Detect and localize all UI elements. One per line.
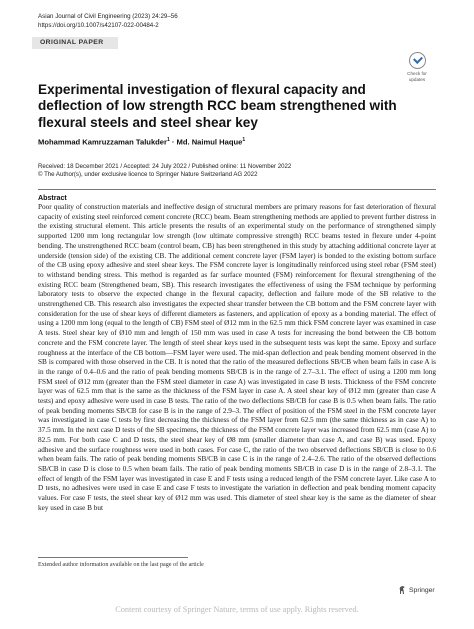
author-info-footnote: Extended author information available on the last page of the article (38, 562, 204, 568)
footnote-divider (38, 557, 188, 558)
date-history: Received: 18 December 2021 / Accepted: 24 July 2022 / Published online: 11 November 2022 (38, 163, 292, 170)
journal-header (38, 12, 178, 30)
publisher-name: Springer (409, 586, 435, 594)
journal-citation: Asian Journal of Civil Engineering (2023) 24:29–56 (38, 13, 178, 20)
abstract-text: Poor quality of construction materials and ineffective design of structural members are primary reasons for fast deterioration of flexural capacity of existing steel reinforced cement concrete (RCC) beam. Beam strengthening methods are applied to prevent further distress in the existing structural element. This article presents the results of an experimental study on the performance of strengthened simply supported 1200 mm long rectangular low strength (low ultimate compressive strength) RCC beams tested in flexure under 4-point bending. The unstrengthened RCC beam (control beam, CB) has been strengthened in this study by attaching additional concrete layer at underside (tension side) of the existing CB. The additional cement concrete layer (FSM layer) is bonded to the existing bottom surface of the CB using epoxy adhesive and steel shear keys. The FSM concrete layer is longitudinally reinforced using steel rebar (FSM steel) to withstand bending stress. This method is regarded as far surface mounted (FSM) reinforcement for flexural strengthening of the existing RCC beam (Strengthened beam, SB). This research investigates the effectiveness of using the FSM technique by performing laboratory tests to observe the expected change in the flexural capacity, deflection and failure mode of the SB relative to the unstrengthened CB. This research also investigates the expected shear transfer between the CB bottom and the FSM concrete layer with consideration for the use of shear keys of different diameters as fasteners, and application of epoxy as a bonding material. The effect of using a 1200 mm long (equal to the length of CB) FSM steel of Ø12 mm in the 62.5 mm thick FSM concrete layer was examined in case A tests. Steel shear key of Ø10 mm and length of 150 mm was used in case A tests for increasing the bond between the CB bottom concrete and the FSM concrete layer. The length of steel shear keys used in the subsequent tests was kept the same. Epoxy and surface roughness at the interface of the CB bottom—FSM layer were used. The mid-span deflection and peak bending moment observed in the SB is compared with those observed in the CB. It is noted that the ratio of the measured deflections SB/CB when beam fails in case A is in the range of 0.4–0.6 and the ratio of peak bending moments SB/CB is in the range of 2.7–3.1. The effect of using a 1200 mm long FSM steel of Ø12 mm (greater than the FSM steel diameter in case A) was investigated in case B tests. Thickness of the FSM concrete layer was of 62.5 mm that is the same as the thickness of the FSM layer in case A. A steel shear key of Ø12 mm (greater than case A tests) and epoxy adhesive were used in case B tests. The ratio of the two deflections SB/CB for case B is 0.5 when beam fails. The ratio of peak bending moments SB/CB for case B is in the range of 2.9–3. The effect of position of the FSM steel in the FSM concrete layer was investigated in case C tests by first decreasing the thickness of the FSM layer from 62.5 mm (the same thickness as in case A) to 37.5 mm. In the next case D tests of the SB specimens, the thickness of the FSM concrete layer was increased from 62.5 mm (case A) to 82.5 mm. For both case C and D tests, the steel shear key of Ø8 mm (smaller diameter than case A, and case B) was used. Epoxy adhesive and the surface roughness were used in both cases. For case C, the ratio of the two observed deflections SB/CB is close to 0.6 when beam fails. The ratio of peak bending moments SB/CB in case C is in the range of 2.4–2.6. The ratio of the observed deflections SB/CB in case D is close to 0.5 when beam fails. The ratio of peak bending moments SB/CB in case D is in the range of 2.8–3.1. The effect of length of the FSM layer was investigated in case E and F tests using a reduced length of the FSM concrete layer. Like case A to D tests, no adhesives were used in case E and case F tests to investigate the variation in deflection and peak bending moment capacity values. For case F tests, the steel shear key of Ø12 mm was used. This diameter of steel shear key is the same as the diameter of shear key used in case B but (38, 203, 436, 512)
article-title: Experimental investigation of flexural capacity and deflection of low strength RCC beam strengthened with flexural steels and steel shear key (38, 82, 397, 130)
springer-horse-icon (398, 585, 406, 595)
author-name[interactable]: Md. Naimul Haque (176, 137, 243, 147)
affiliation-marker: 1 (242, 137, 246, 143)
check-for-updates-label-2: updates (408, 76, 426, 82)
doi-link[interactable]: https://doi.org/10.1007/s42107-022-00484-2 (38, 22, 159, 29)
author-list (38, 137, 245, 147)
abstract-heading: Abstract (38, 194, 67, 202)
publication-history (38, 163, 291, 179)
author-separator: · (169, 137, 177, 147)
copyright-notice: © The Author(s), under exclusive licence to Springer Nature Switzerland AG 2022 (38, 171, 258, 179)
courtesy-notice: Content courtesy of Springer Nature, terms of use apply. Rights reserved. (115, 605, 359, 614)
check-for-updates-icon (409, 52, 426, 69)
check-for-updates-label-1: Check for (407, 71, 427, 76)
publisher-logo (398, 585, 435, 595)
article-type-badge: ORIGINAL PAPER (32, 37, 118, 49)
author-name[interactable]: Mohammad Kamruzzaman Talukder (38, 137, 167, 147)
affiliation-marker: 1 (166, 137, 170, 143)
section-divider (38, 189, 436, 190)
check-for-updates-button[interactable] (396, 52, 438, 82)
